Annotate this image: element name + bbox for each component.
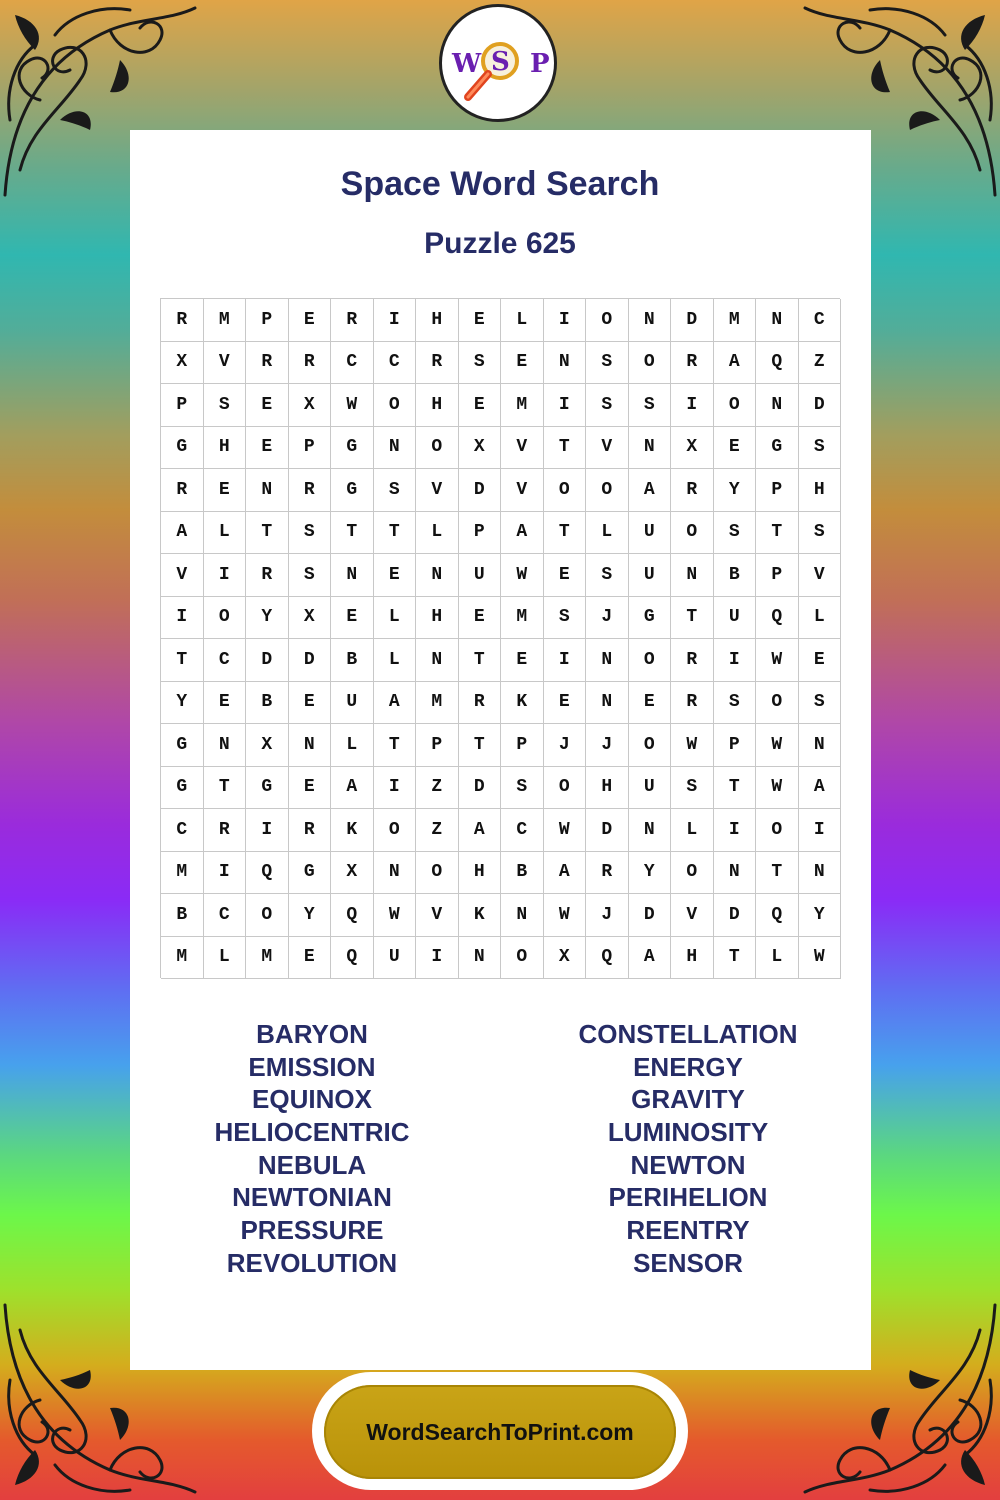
grid-cell[interactable]: O (586, 469, 629, 512)
grid-cell[interactable]: W (756, 724, 799, 767)
grid-cell[interactable]: Z (416, 767, 459, 810)
grid-cell[interactable]: V (416, 894, 459, 937)
grid-cell[interactable]: Q (756, 342, 799, 385)
grid-cell[interactable]: N (756, 384, 799, 427)
grid-cell[interactable]: Y (629, 852, 672, 895)
logo-letter-w: W (452, 49, 482, 79)
grid-cell[interactable]: R (416, 342, 459, 385)
grid-cell[interactable]: P (756, 469, 799, 512)
grid-cell[interactable]: T (544, 427, 587, 470)
grid-cell[interactable]: V (501, 427, 544, 470)
grid-cell[interactable]: E (544, 682, 587, 725)
grid-cell[interactable]: C (331, 342, 374, 385)
grid-cell[interactable]: B (246, 682, 289, 725)
grid-cell[interactable]: D (586, 809, 629, 852)
grid-cell[interactable]: W (331, 384, 374, 427)
grid-cell[interactable]: B (331, 639, 374, 682)
grid-cell[interactable]: W (544, 809, 587, 852)
grid-cell[interactable]: E (501, 342, 544, 385)
grid-cell[interactable]: O (756, 809, 799, 852)
grid-cell[interactable]: G (331, 469, 374, 512)
grid-cell[interactable]: R (161, 469, 204, 512)
grid-cell[interactable]: N (459, 937, 502, 980)
grid-cell[interactable]: D (799, 384, 842, 427)
grid-cell[interactable]: T (714, 767, 757, 810)
grid-cell[interactable]: P (714, 724, 757, 767)
grid-cell[interactable]: Q (331, 937, 374, 980)
grid-cell[interactable]: W (671, 724, 714, 767)
grid-cell[interactable]: N (629, 427, 672, 470)
word-list-item: BARYON (256, 1019, 368, 1049)
grid-cell[interactable]: V (161, 554, 204, 597)
grid-cell[interactable]: W (544, 894, 587, 937)
grid-cell[interactable]: U (459, 554, 502, 597)
grid-cell[interactable]: R (204, 809, 247, 852)
grid-cell[interactable]: Z (799, 342, 842, 385)
grid-cell[interactable]: C (204, 639, 247, 682)
grid-cell[interactable]: O (501, 937, 544, 980)
grid-cell[interactable]: H (799, 469, 842, 512)
grid-cell[interactable]: A (459, 809, 502, 852)
grid-cell[interactable]: I (374, 299, 417, 342)
word-list-item: NEWTON (630, 1149, 746, 1180)
grid-cell[interactable]: N (714, 852, 757, 895)
word-list-item: PERIHELION (608, 1182, 768, 1213)
grid-cell[interactable]: E (204, 469, 247, 512)
grid-cell[interactable]: O (629, 639, 672, 682)
grid-cell[interactable]: O (629, 724, 672, 767)
grid-cell[interactable]: V (799, 554, 842, 597)
grid-cell[interactable]: J (586, 724, 629, 767)
grid-cell[interactable]: J (586, 894, 629, 937)
grid-cell[interactable]: O (544, 767, 587, 810)
grid-cell[interactable]: O (586, 299, 629, 342)
grid-cell[interactable]: B (161, 894, 204, 937)
grid-cell[interactable]: G (161, 427, 204, 470)
grid-cell[interactable]: I (671, 384, 714, 427)
grid-cell[interactable]: X (289, 384, 332, 427)
grid-cell[interactable]: I (714, 639, 757, 682)
grid-cell[interactable]: P (416, 724, 459, 767)
grid-cell[interactable]: V (586, 427, 629, 470)
grid-cell[interactable]: A (374, 682, 417, 725)
grid-cell[interactable]: Y (161, 682, 204, 725)
grid-cell[interactable]: P (459, 512, 502, 555)
word-list-item: NEWTONIAN (232, 1182, 392, 1213)
grid-cell[interactable]: C (501, 809, 544, 852)
grid-cell[interactable]: S (544, 597, 587, 640)
grid-cell[interactable]: G (289, 852, 332, 895)
grid-cell[interactable]: N (586, 639, 629, 682)
grid-cell[interactable]: Q (246, 852, 289, 895)
grid-cell[interactable]: N (799, 852, 842, 895)
grid-cell[interactable]: T (756, 512, 799, 555)
word-list-item: HELIOCENTRIC (214, 1117, 410, 1148)
grid-cell[interactable]: A (161, 512, 204, 555)
grid-cell[interactable]: E (714, 427, 757, 470)
grid-cell[interactable]: X (289, 597, 332, 640)
grid-cell[interactable]: N (629, 299, 672, 342)
grid-cell[interactable]: T (374, 512, 417, 555)
grid-cell[interactable]: L (799, 597, 842, 640)
grid-cell[interactable]: R (246, 554, 289, 597)
grid-cell[interactable]: N (331, 554, 374, 597)
grid-cell[interactable]: V (204, 342, 247, 385)
word-list-item: CONSTELLATION (578, 1019, 798, 1049)
grid-cell[interactable]: S (799, 512, 842, 555)
grid-cell[interactable]: I (544, 299, 587, 342)
grid-cell[interactable]: H (586, 767, 629, 810)
grid-cell[interactable]: I (204, 554, 247, 597)
grid-cell[interactable]: E (204, 682, 247, 725)
grid-cell[interactable]: H (671, 937, 714, 980)
word-list-item: EMISSION (248, 1051, 376, 1082)
grid-cell[interactable]: M (501, 384, 544, 427)
grid-cell[interactable]: O (204, 597, 247, 640)
grid-cell[interactable]: O (416, 852, 459, 895)
grid-cell[interactable]: U (714, 597, 757, 640)
grid-cell[interactable]: E (331, 597, 374, 640)
grid-cell[interactable]: C (204, 894, 247, 937)
word-list-item: PRESSURE (240, 1215, 384, 1246)
grid-cell[interactable]: K (331, 809, 374, 852)
grid-cell[interactable]: S (289, 554, 332, 597)
grid-cell[interactable]: X (671, 427, 714, 470)
logo-letter-s: S (491, 47, 510, 77)
grid-cell[interactable]: G (161, 724, 204, 767)
grid-cell[interactable]: W (799, 937, 842, 980)
grid-cell[interactable]: N (416, 639, 459, 682)
grid-cell[interactable]: N (501, 894, 544, 937)
grid-cell[interactable]: E (289, 682, 332, 725)
grid-cell[interactable]: O (671, 852, 714, 895)
grid-cell[interactable]: E (289, 767, 332, 810)
grid-cell[interactable]: H (459, 852, 502, 895)
grid-cell[interactable]: O (246, 894, 289, 937)
grid-cell[interactable]: S (629, 384, 672, 427)
grid-cell[interactable]: A (629, 937, 672, 980)
grid-cell[interactable]: N (246, 469, 289, 512)
grid-cell[interactable]: L (416, 512, 459, 555)
grid-cell[interactable]: W (756, 639, 799, 682)
grid-cell[interactable]: L (204, 512, 247, 555)
grid-cell[interactable]: E (246, 384, 289, 427)
grid-cell[interactable]: N (586, 682, 629, 725)
grid-cell[interactable]: L (756, 937, 799, 980)
puzzle-number: Puzzle 625 (424, 227, 576, 260)
grid-cell[interactable]: I (714, 809, 757, 852)
grid-cell[interactable]: I (544, 639, 587, 682)
grid-cell[interactable]: S (799, 427, 842, 470)
grid-cell[interactable]: I (799, 809, 842, 852)
grid-cell[interactable]: U (374, 937, 417, 980)
grid-cell[interactable]: K (501, 682, 544, 725)
grid-cell[interactable]: S (289, 512, 332, 555)
grid-cell[interactable]: U (629, 554, 672, 597)
grid-cell[interactable]: N (629, 809, 672, 852)
grid-cell[interactable]: E (629, 682, 672, 725)
grid-cell[interactable]: T (459, 639, 502, 682)
grid-cell[interactable]: P (289, 427, 332, 470)
grid-cell[interactable]: E (374, 554, 417, 597)
grid-cell[interactable]: O (544, 469, 587, 512)
grid-cell[interactable]: R (331, 299, 374, 342)
grid-cell[interactable]: R (161, 299, 204, 342)
grid-cell[interactable]: L (586, 512, 629, 555)
grid-cell[interactable]: C (799, 299, 842, 342)
grid-cell[interactable]: P (501, 724, 544, 767)
grid-cell[interactable]: Z (416, 809, 459, 852)
grid-cell[interactable]: U (331, 682, 374, 725)
grid-cell[interactable]: D (671, 299, 714, 342)
grid-cell[interactable]: L (204, 937, 247, 980)
grid-cell[interactable]: V (671, 894, 714, 937)
grid-cell[interactable]: J (544, 724, 587, 767)
grid-cell[interactable]: L (501, 299, 544, 342)
logo-letter-p: P (530, 49, 550, 79)
grid-cell[interactable]: N (204, 724, 247, 767)
grid-cell[interactable]: H (204, 427, 247, 470)
grid-cell[interactable]: D (459, 767, 502, 810)
grid-cell[interactable]: R (289, 469, 332, 512)
grid-cell[interactable]: G (756, 427, 799, 470)
grid-cell[interactable]: Q (331, 894, 374, 937)
grid-cell[interactable]: D (629, 894, 672, 937)
grid-cell[interactable]: S (586, 554, 629, 597)
grid-cell[interactable]: E (289, 937, 332, 980)
grid-cell[interactable]: S (586, 342, 629, 385)
grid-cell[interactable]: Y (799, 894, 842, 937)
grid-cell[interactable]: V (501, 469, 544, 512)
grid-cell[interactable]: Y (246, 597, 289, 640)
grid-cell[interactable]: L (331, 724, 374, 767)
grid-cell[interactable]: T (714, 937, 757, 980)
grid-cell[interactable]: T (756, 852, 799, 895)
grid-cell[interactable]: N (671, 554, 714, 597)
word-list-item: ENERGY (633, 1051, 743, 1082)
grid-cell[interactable]: A (799, 767, 842, 810)
grid-cell[interactable]: P (161, 384, 204, 427)
grid-cell[interactable]: C (161, 809, 204, 852)
grid-cell[interactable]: T (161, 639, 204, 682)
grid-cell[interactable]: S (374, 469, 417, 512)
grid-cell[interactable]: L (374, 639, 417, 682)
word-list-item: GRAVITY (631, 1084, 745, 1115)
grid-cell[interactable]: R (289, 342, 332, 385)
grid-cell[interactable]: D (289, 639, 332, 682)
word-list-left (142, 1018, 482, 1280)
grid-cell[interactable]: W (374, 894, 417, 937)
grid-cell[interactable]: S (586, 384, 629, 427)
grid-cell[interactable]: A (331, 767, 374, 810)
grid-cell[interactable]: B (501, 852, 544, 895)
grid-cell[interactable]: X (246, 724, 289, 767)
grid-cell[interactable]: S (459, 342, 502, 385)
grid-cell[interactable]: W (501, 554, 544, 597)
grid-cell[interactable]: Q (756, 597, 799, 640)
grid-cell[interactable]: D (246, 639, 289, 682)
grid-cell[interactable]: U (629, 512, 672, 555)
grid-cell[interactable]: A (714, 342, 757, 385)
grid-cell[interactable]: H (416, 384, 459, 427)
grid-cell[interactable]: T (204, 767, 247, 810)
page-title: Space Word Search (340, 165, 660, 203)
grid-cell[interactable]: V (416, 469, 459, 512)
grid-cell[interactable]: C (374, 342, 417, 385)
grid-cell[interactable]: S (501, 767, 544, 810)
grid-cell[interactable]: E (459, 597, 502, 640)
grid-cell[interactable]: M (246, 937, 289, 980)
grid-cell[interactable]: N (799, 724, 842, 767)
grid-cell[interactable]: N (544, 342, 587, 385)
grid-cell[interactable]: B (714, 554, 757, 597)
grid-cell[interactable]: G (629, 597, 672, 640)
grid-cell[interactable]: A (629, 469, 672, 512)
grid-cell[interactable]: E (799, 639, 842, 682)
grid-cell[interactable]: I (161, 597, 204, 640)
word-list-item: SENSOR (633, 1247, 743, 1278)
grid-cell[interactable]: T (331, 512, 374, 555)
grid-cell[interactable]: G (246, 767, 289, 810)
grid-cell[interactable]: K (459, 894, 502, 937)
grid-cell[interactable]: R (671, 682, 714, 725)
grid-cell[interactable]: S (671, 767, 714, 810)
site-logo[interactable] (439, 4, 557, 122)
grid-cell[interactable]: R (671, 469, 714, 512)
grid-cell[interactable]: Q (586, 937, 629, 980)
grid-cell[interactable]: T (374, 724, 417, 767)
word-list-item: LUMINOSITY (607, 1117, 769, 1148)
grid-cell[interactable]: R (671, 342, 714, 385)
word-list-item: REENTRY (626, 1215, 750, 1246)
grid-cell[interactable]: Y (289, 894, 332, 937)
grid-cell[interactable]: N (289, 724, 332, 767)
letter-grid[interactable] (160, 298, 840, 978)
grid-cell[interactable]: R (289, 809, 332, 852)
grid-cell[interactable]: H (416, 299, 459, 342)
grid-cell[interactable]: A (544, 852, 587, 895)
grid-cell[interactable]: S (799, 682, 842, 725)
grid-cell[interactable]: O (714, 384, 757, 427)
grid-cell[interactable]: I (416, 937, 459, 980)
grid-cell[interactable]: N (374, 852, 417, 895)
grid-cell[interactable]: T (671, 597, 714, 640)
word-list-right (518, 1018, 858, 1280)
grid-cell[interactable]: N (416, 554, 459, 597)
grid-cell[interactable]: I (544, 384, 587, 427)
grid-cell[interactable]: T (544, 512, 587, 555)
grid-cell[interactable]: X (161, 342, 204, 385)
grid-cell[interactable]: O (629, 342, 672, 385)
grid-cell[interactable]: S (714, 512, 757, 555)
grid-cell[interactable]: G (161, 767, 204, 810)
grid-cell[interactable]: M (714, 299, 757, 342)
grid-cell[interactable]: D (459, 469, 502, 512)
grid-cell[interactable]: L (671, 809, 714, 852)
grid-cell[interactable]: E (544, 554, 587, 597)
grid-cell[interactable]: R (246, 342, 289, 385)
grid-cell[interactable]: T (459, 724, 502, 767)
word-list-item: NEBULA (257, 1149, 367, 1180)
grid-cell[interactable]: Q (756, 894, 799, 937)
grid-cell[interactable]: O (374, 384, 417, 427)
grid-cell[interactable]: M (501, 597, 544, 640)
grid-cell[interactable]: I (246, 809, 289, 852)
grid-cell[interactable]: E (501, 639, 544, 682)
grid-cell[interactable]: M (161, 852, 204, 895)
grid-cell[interactable]: T (246, 512, 289, 555)
grid-cell[interactable]: E (246, 427, 289, 470)
grid-cell[interactable]: O (374, 809, 417, 852)
grid-cell[interactable]: M (161, 937, 204, 980)
grid-cell[interactable]: W (756, 767, 799, 810)
grid-cell[interactable]: O (416, 427, 459, 470)
site-link-button[interactable]: WordSearchToPrint.com (324, 1385, 676, 1479)
grid-cell[interactable]: P (246, 299, 289, 342)
grid-cell[interactable]: S (204, 384, 247, 427)
grid-cell[interactable]: H (416, 597, 459, 640)
grid-cell[interactable]: M (204, 299, 247, 342)
grid-cell[interactable]: L (374, 597, 417, 640)
grid-cell[interactable]: D (714, 894, 757, 937)
word-list-item: EQUINOX (252, 1084, 372, 1115)
grid-cell[interactable]: P (756, 554, 799, 597)
grid-cell[interactable]: R (671, 639, 714, 682)
grid-cell[interactable]: X (544, 937, 587, 980)
grid-cell[interactable]: R (586, 852, 629, 895)
grid-cell[interactable]: M (416, 682, 459, 725)
grid-cell[interactable]: G (331, 427, 374, 470)
grid-cell[interactable]: A (501, 512, 544, 555)
grid-cell[interactable]: J (586, 597, 629, 640)
word-list-item: REVOLUTION (226, 1247, 398, 1278)
grid-cell[interactable]: E (459, 299, 502, 342)
grid-cell[interactable]: O (756, 682, 799, 725)
grid-cell[interactable]: O (671, 512, 714, 555)
grid-cell[interactable]: R (459, 682, 502, 725)
grid-cell[interactable]: S (714, 682, 757, 725)
grid-cell[interactable]: I (374, 767, 417, 810)
grid-cell[interactable]: U (629, 767, 672, 810)
grid-cell[interactable]: I (204, 852, 247, 895)
grid-cell[interactable]: N (374, 427, 417, 470)
grid-cell[interactable]: N (756, 299, 799, 342)
grid-cell[interactable]: X (459, 427, 502, 470)
grid-cell[interactable]: Y (714, 469, 757, 512)
grid-cell[interactable]: E (289, 299, 332, 342)
grid-cell[interactable]: E (459, 384, 502, 427)
grid-cell[interactable]: X (331, 852, 374, 895)
